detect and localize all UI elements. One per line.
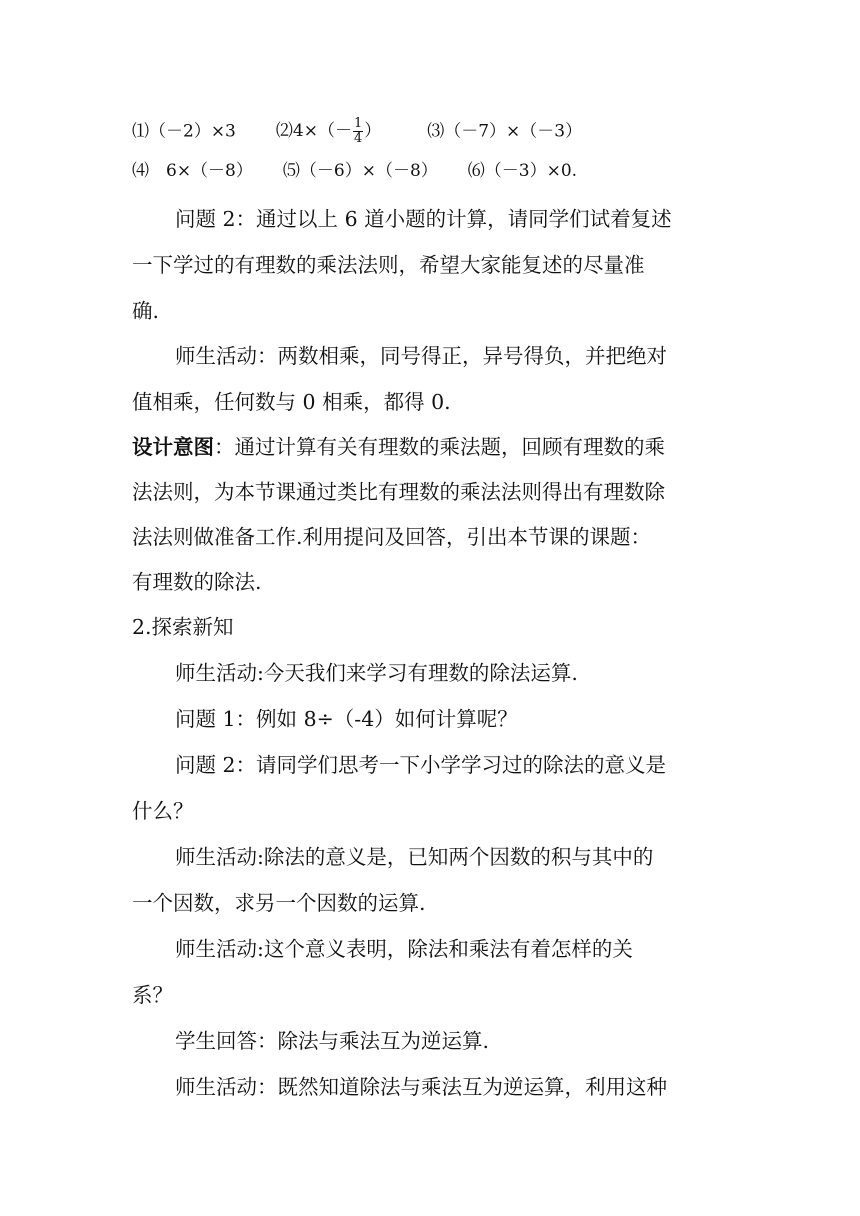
paragraph-line: 有理数的除法. xyxy=(132,570,262,594)
paragraph-line: 什么？ xyxy=(132,799,194,823)
exercise-3: ⑶（－7）×（－3） xyxy=(427,121,583,142)
paragraph-line: 确. xyxy=(132,299,160,323)
exercise-2: ⑵4×（－ $\frac{1}{4}$ ） xyxy=(275,116,382,147)
exercise-row-1 xyxy=(132,117,582,147)
paragraph-line: 师生活动:除法的意义是，已知两个因数的积与其中的 xyxy=(175,845,654,869)
paragraph-line: 师生活动：两数相乘，同号得正，异号得负，并把绝对 xyxy=(175,344,667,368)
paragraph-line: 法法则，为本节课通过类比有理数的乘法法则得出有理数除 xyxy=(132,480,665,504)
paragraph-line: 一个因数，求另一个因数的运算. xyxy=(132,891,426,915)
section-heading: 2.探索新知 xyxy=(132,615,234,639)
paragraph-line: 师生活动:今天我们来学习有理数的除法运算. xyxy=(175,661,578,685)
exercise-6: ⑹（－3）×0. xyxy=(467,161,578,181)
paragraph-line: 法法则做准备工作.利用提问及回答，引出本节课的课题： xyxy=(132,525,652,549)
design-intent-line: 设计意图：通过计算有关有理数的乘法题，回顾有理数的乘 xyxy=(132,435,665,459)
paragraph-line: 问题 2：通过以上 6 道小题的计算，请同学们试着复述 xyxy=(175,207,672,231)
paragraph-line: 学生回答：除法与乘法互为逆运算. xyxy=(175,1029,490,1053)
exercise-1: ⑴（－2）×3 xyxy=(132,121,236,142)
paragraph-line: 问题 2：请同学们思考一下小学学习过的除法的意义是 xyxy=(175,753,667,777)
exercise-row-2 xyxy=(132,163,577,180)
paragraph-line: 值相乘，任何数与 0 相乘，都得 0. xyxy=(132,390,451,414)
paragraph-line: 师生活动:这个意义表明，除法和乘法有着怎样的关 xyxy=(175,937,633,961)
paragraph-line: 系？ xyxy=(132,983,173,1007)
design-intent-label: 设计意图 xyxy=(132,435,214,459)
paragraph-line: 师生活动：既然知道除法与乘法互为逆运算，利用这种 xyxy=(175,1075,667,1099)
paragraph-line: 问题 1：例如 8÷（-4）如何计算呢？ xyxy=(175,707,518,731)
exercise-4: ⑷ 6×（－8） xyxy=(132,161,253,181)
exercise-5: ⑸（－6）×（－8） xyxy=(282,161,438,181)
paragraph-line: 一下学过的有理数的乘法法则，希望大家能复述的尽量准 xyxy=(132,253,645,277)
fraction: $\frac{1}{4}$ xyxy=(353,116,363,147)
